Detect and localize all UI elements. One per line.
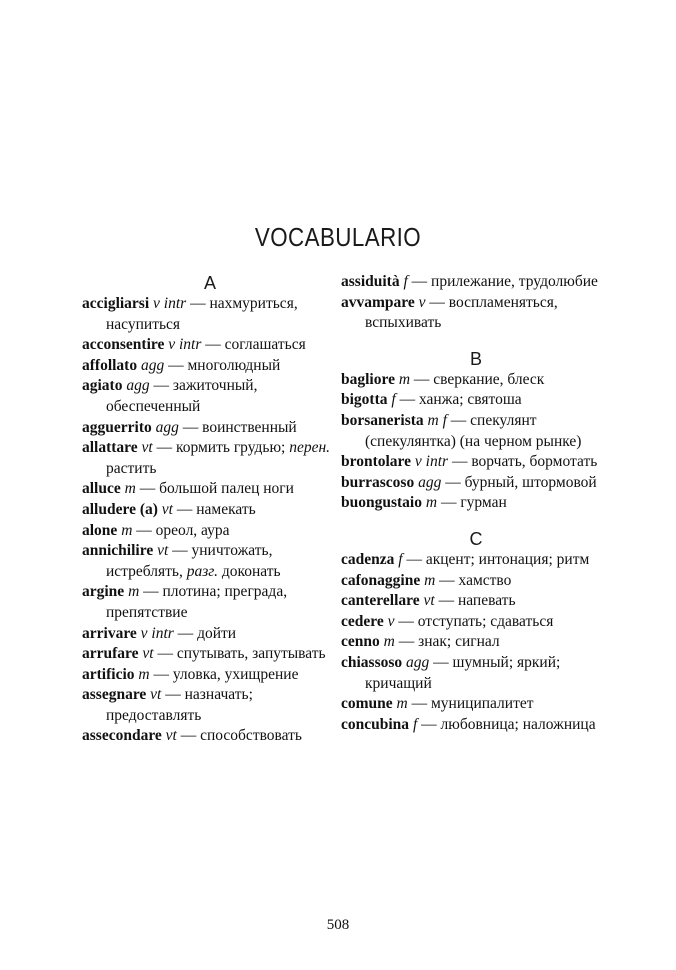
vocab-entry — [82, 685, 332, 726]
headword: annichilire — [82, 542, 154, 560]
vocab-entry — [341, 473, 611, 494]
translation-cont: растить — [106, 459, 157, 477]
headword: alludere (a) — [82, 500, 158, 518]
grammar-label: f — [398, 550, 403, 568]
vocab-entry — [82, 726, 332, 747]
translation: — кормить грудью; — [152, 439, 290, 457]
translation: — ханжа; святоша — [395, 391, 522, 409]
headword: cedere — [341, 612, 384, 630]
translation: — уловка, ухищрение — [149, 665, 299, 683]
headword: alluce — [82, 480, 121, 498]
section-letter: B — [469, 348, 482, 369]
headword: argine — [82, 583, 125, 601]
grammar-label: vt — [165, 727, 177, 745]
headword: comune — [341, 695, 393, 713]
translation: — спутывать, запутывать — [153, 645, 326, 663]
vocab-entry — [341, 550, 611, 571]
grammar-label: v intr — [140, 624, 174, 642]
vocab-entry — [341, 452, 611, 473]
headword: arrufare — [82, 645, 139, 663]
translation: — ворчать, бормотать — [448, 453, 598, 471]
vocab-entry — [341, 493, 611, 514]
translation: — намекать — [172, 500, 256, 518]
grammar-label: m — [424, 571, 436, 589]
translation: — назначать; предоставлять — [106, 686, 253, 724]
column-left — [82, 272, 332, 747]
headword: arrivare — [82, 624, 137, 642]
vocab-entry — [82, 665, 332, 686]
page-title: VOCABULARIO — [254, 222, 422, 252]
grammar-label: m — [124, 480, 136, 498]
headword: canterellare — [341, 592, 420, 610]
headword: assecondare — [82, 727, 162, 745]
section-letter: A — [203, 273, 216, 293]
grammar-label: m — [398, 370, 411, 388]
grammar-label: f — [403, 273, 408, 290]
grammar-label: v — [418, 293, 426, 311]
translation: — акцент; интонация; ритм — [402, 550, 590, 568]
vocab-entry — [341, 632, 611, 653]
translation: — напевать — [434, 592, 516, 610]
translation: — гурман — [437, 494, 507, 512]
vocab-entry — [82, 500, 332, 521]
headword: chiassoso — [341, 653, 403, 671]
translation: — способствовать — [176, 727, 302, 745]
headword: assegnare — [82, 686, 147, 704]
grammar-label: m — [121, 521, 133, 539]
grammar-label: agg — [406, 653, 430, 671]
vocab-entry — [341, 390, 611, 411]
vocab-entry — [341, 653, 611, 694]
vocab-entry — [82, 438, 332, 479]
translation: — муниципалитет — [407, 695, 534, 713]
vocab-section — [341, 348, 611, 514]
translation: — многолюдный — [164, 356, 281, 374]
vocab-entry — [341, 612, 611, 633]
translation: — нахмуриться, насупиться — [106, 295, 298, 333]
vocab-entry — [82, 624, 332, 645]
vocab-entry — [82, 335, 332, 356]
headword: cafonaggine — [341, 571, 421, 589]
vocab-section — [82, 272, 332, 747]
headword: acconsentire — [82, 336, 165, 354]
grammar-label: f — [412, 715, 418, 733]
vocab-entry — [82, 479, 332, 500]
usage-label: перен. — [289, 439, 331, 457]
page-number: 508 — [326, 917, 350, 933]
vocab-entry — [341, 370, 611, 391]
headword: artificio — [82, 665, 135, 683]
vocab-entry — [82, 418, 332, 439]
translation: — хамство — [435, 571, 512, 589]
vocab-entry — [341, 411, 611, 452]
grammar-label: v intr — [414, 453, 449, 471]
grammar-label: vt — [141, 439, 153, 457]
vocab-entry — [82, 644, 332, 665]
headword: agiato — [82, 377, 123, 395]
headword: alone — [82, 521, 118, 539]
headword: borsanerista — [341, 411, 424, 429]
section-letter: C — [469, 528, 483, 549]
vocab-entry — [82, 582, 332, 623]
grammar-label: m — [396, 695, 408, 713]
vocab-entry — [82, 356, 332, 377]
vocab-entry — [82, 376, 332, 417]
grammar-label: m — [138, 665, 150, 683]
grammar-label: m — [425, 494, 438, 512]
headword: affollato — [82, 356, 138, 374]
grammar-label: vt — [161, 500, 173, 518]
vocab-entry — [341, 272, 611, 293]
vocab-section — [341, 272, 611, 334]
vocab-entry — [341, 591, 611, 612]
vocab-section — [341, 528, 611, 735]
translation: — прилежание, трудолюбие — [407, 273, 598, 290]
translation: — дойти — [173, 624, 237, 642]
grammar-label: vt — [150, 686, 162, 704]
grammar-label: m — [383, 633, 395, 651]
translation: — воспламеняться, вспыхивать — [365, 293, 558, 332]
vocab-entry — [341, 715, 611, 736]
headword: allattare — [82, 439, 138, 457]
grammar-label: v intr — [168, 336, 202, 354]
translation: — соглашаться — [201, 336, 306, 354]
usage-label: разг. — [186, 562, 218, 580]
headword: assiduità — [341, 273, 400, 290]
headword: bigotta — [341, 391, 388, 409]
headword: bagliore — [341, 370, 395, 388]
grammar-label: agg — [126, 377, 150, 395]
grammar-label: vt — [157, 542, 169, 560]
grammar-label: vt — [423, 592, 435, 610]
headword: concubina — [341, 715, 410, 733]
translation: — большой палец ноги — [135, 480, 294, 498]
headword: buongustaio — [341, 494, 422, 512]
grammar-label: agg — [155, 418, 179, 436]
vocab-entry — [82, 541, 332, 582]
grammar-label: agg — [418, 473, 442, 491]
column-right — [341, 272, 611, 735]
vocab-entry — [341, 694, 611, 715]
translation: — шумный; яркий; кричащий — [365, 653, 561, 692]
headword: accigliarsi — [82, 295, 150, 312]
headword: agguerrito — [82, 418, 152, 436]
headword: cenno — [341, 633, 380, 651]
translation: — зажиточный, обеспеченный — [106, 377, 258, 415]
translation: — воинственный — [178, 418, 297, 436]
vocab-entry — [341, 293, 611, 334]
headword: brontolare — [341, 453, 412, 471]
translation: — отступать; сдаваться — [394, 612, 554, 630]
grammar-label: vt — [142, 645, 154, 663]
translation: — плотина; преграда, препятствие — [106, 583, 288, 621]
grammar-label: f — [391, 391, 396, 409]
translation: — спекулянт (спекулянтка) (на черном рынке) — [365, 411, 582, 450]
translation: — любовница; наложница — [417, 715, 596, 733]
translation: — бурный, штормовой — [441, 473, 597, 491]
headword: cadenza — [341, 550, 395, 568]
vocab-entry — [82, 521, 332, 542]
translation: — ореол, аура — [132, 521, 230, 539]
grammar-label: m f — [427, 411, 447, 429]
grammar-label: m — [128, 583, 140, 601]
headword: burrascoso — [341, 473, 415, 491]
vocab-entry — [341, 571, 611, 592]
translation: — сверкание, блеск — [410, 370, 545, 388]
translation: — знак; сигнал — [394, 633, 500, 651]
headword: avvampare — [341, 293, 415, 311]
grammar-label: v — [387, 612, 395, 630]
translation-cont: доконать — [218, 562, 281, 580]
translation: — уничтожать, истреблять, — [106, 542, 273, 580]
grammar-label: agg — [140, 356, 165, 374]
vocab-entry — [82, 294, 332, 335]
grammar-label: v intr — [153, 295, 187, 312]
